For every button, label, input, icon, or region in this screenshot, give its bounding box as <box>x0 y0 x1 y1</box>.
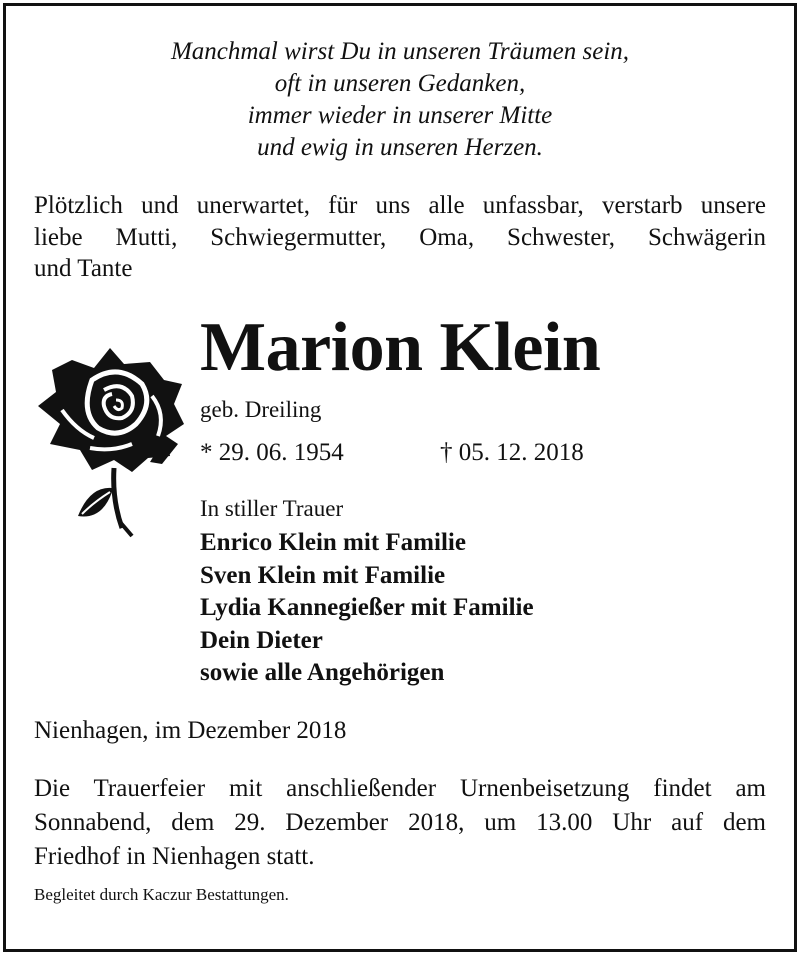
mourner: Enrico Klein mit Familie <box>200 529 466 556</box>
mourning-intro: In stiller Trauer <box>200 496 344 521</box>
poem-line: immer wieder in unserer Mitte <box>247 102 553 129</box>
death-date: † 05. 12. 2018 <box>440 439 584 466</box>
poem-line: und ewig in unseren Herzen. <box>257 134 543 161</box>
place-date: Nienhagen, im Dezember 2018 <box>34 717 347 744</box>
service-line: Friedhof in Nienhagen statt. <box>34 843 315 870</box>
mourner: Dein Dieter <box>200 626 323 654</box>
intro-line: Plötzlich und unerwartet, für uns alle unfassbar, verstarb unsere <box>34 192 766 219</box>
deceased-name: Marion Klein <box>200 309 601 386</box>
mourner: sowie alle Angehörigen <box>200 659 445 686</box>
mourner: Lydia Kannegießer mit Familie <box>200 594 534 621</box>
birth-name: geb. Dreiling <box>200 397 322 422</box>
poem-line: Manchmal wirst Du in unseren Träumen sein, <box>170 38 630 65</box>
service-text <box>34 772 766 874</box>
intro-line: und Tante <box>34 255 133 282</box>
service-line: Sonnabend, dem 29. Dezember 2018, um 13.00 Uhr auf dem <box>34 809 766 836</box>
birth-date: * 29. 06. 1954 <box>200 439 344 466</box>
poem-line: oft in unseren Gedanken, <box>274 70 526 97</box>
service-line: Die Trauerfeier mit anschließender Urnenbeisetzung findet am <box>34 775 766 802</box>
undertaker-note: Begleitet durch Kaczur Bestattungen. <box>34 885 289 904</box>
mourners-list <box>200 527 534 690</box>
intro-text <box>34 190 766 285</box>
intro-line: liebe Mutti, Schwiegermutter, Oma, Schwester, Schwägerin <box>34 223 766 251</box>
poem <box>0 36 800 164</box>
mourner: Sven Klein mit Familie <box>200 561 446 589</box>
rose-icon <box>32 340 192 540</box>
